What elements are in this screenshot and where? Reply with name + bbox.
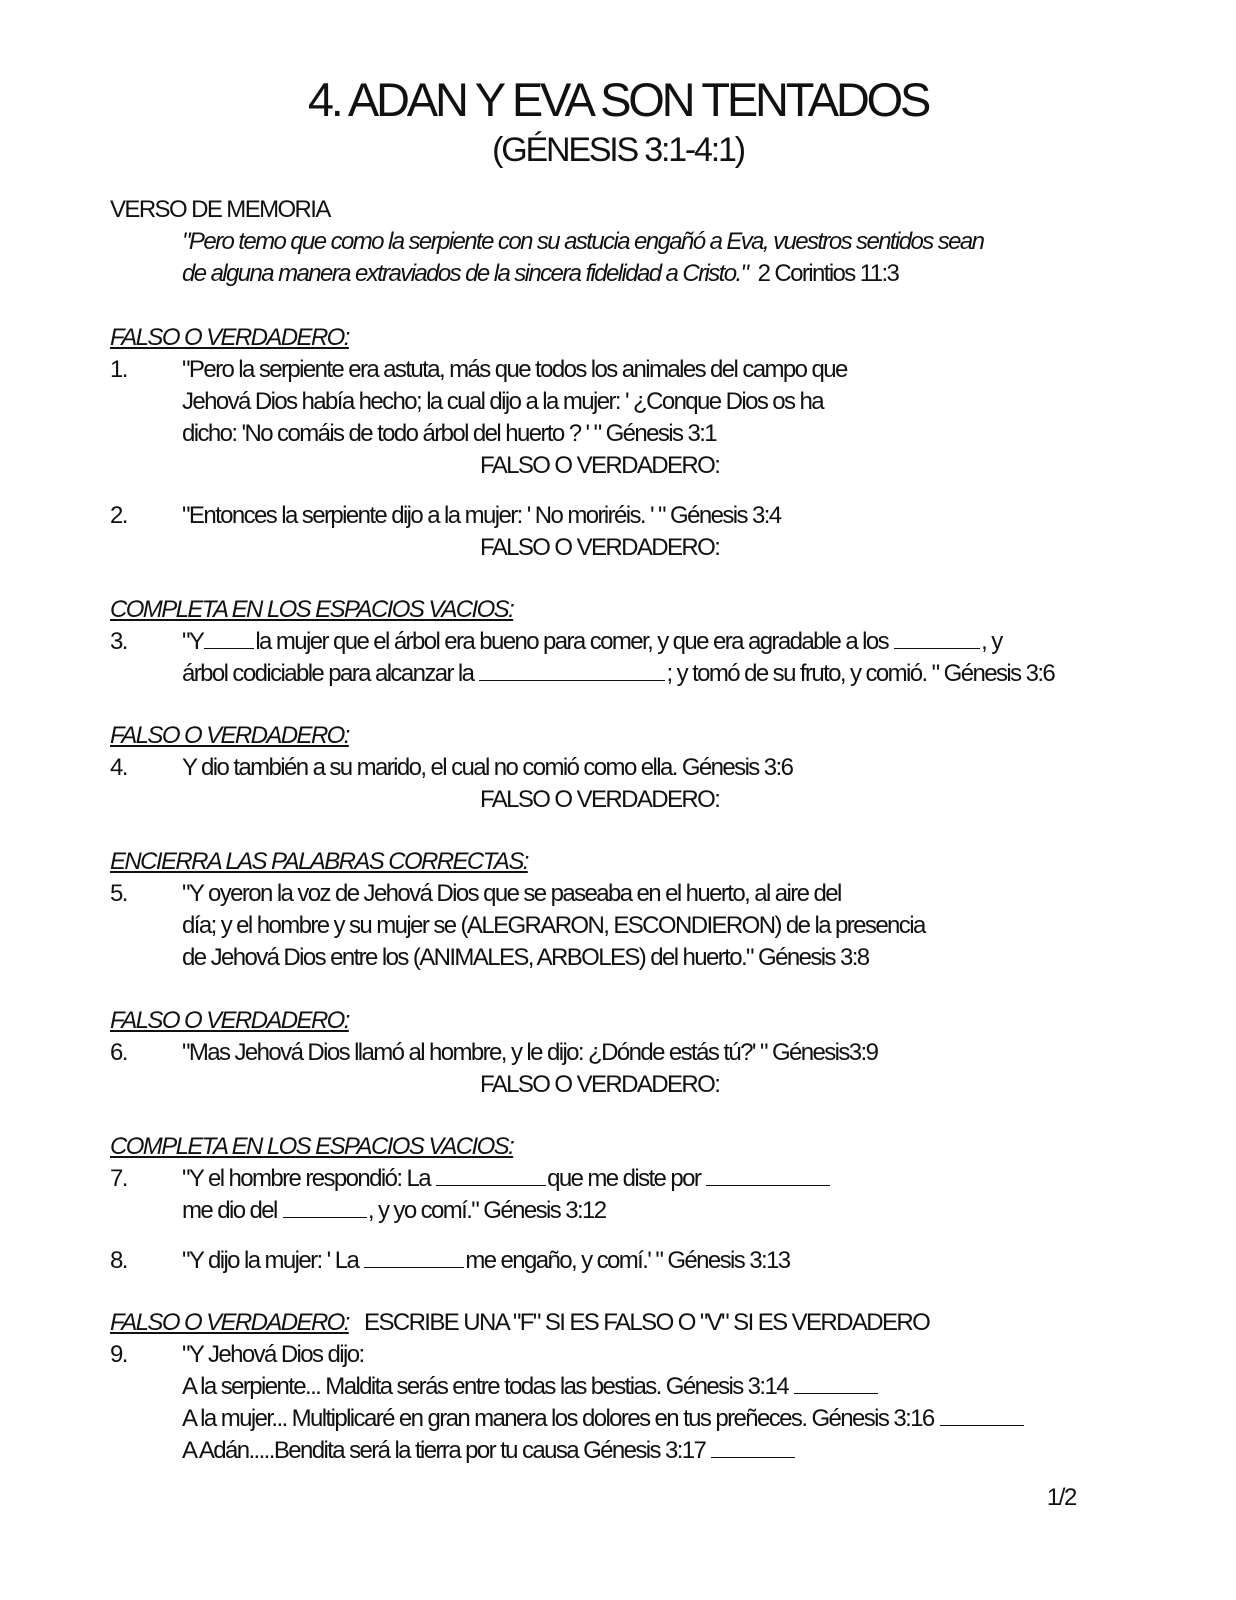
question-6-number: 6. <box>110 1039 127 1066</box>
question-3-line-2 <box>182 658 1054 690</box>
section-heading-true-false-2: FALSO O VERDADERO: <box>110 722 349 749</box>
q3-blank-2[interactable] <box>894 647 980 649</box>
q3-blank-1[interactable] <box>204 647 254 649</box>
q9-blank-2[interactable] <box>940 1424 1024 1426</box>
question-1-line-2: Jehová Dios había hecho; la cual dijo a la mujer: ' ¿Conque Dios os ha <box>182 388 824 415</box>
memory-verse-line-2 <box>182 258 898 290</box>
question-9-line-4 <box>182 1435 796 1467</box>
q8-text-b: me engaño, y comí.' " Génesis 3:13 <box>465 1247 790 1274</box>
section-heading-true-false-4 <box>110 1307 929 1339</box>
q9-text-serpent: A la serpiente... Maldita serás entre todas las bestias. Génesis 3:14 <box>182 1373 788 1400</box>
question-1-line-3: dicho: 'No comáis de todo árbol del huerto ? ' " Génesis 3:1 <box>182 420 717 447</box>
q9-blank-1[interactable] <box>794 1392 878 1394</box>
question-3-number: 3. <box>110 628 127 655</box>
question-5-line-1: "Y oyeron la voz de Jehová Dios que se paseaba en el huerto, al aire del <box>182 880 841 907</box>
q3-text-b: la mujer que el árbol era bueno para comer, y que era agradable a los <box>255 628 889 655</box>
q3-text-e: ; y tomó de su fruto, y comió. " Génesis 3:6 <box>666 660 1055 687</box>
section-heading-true-false-3: FALSO O VERDADERO: <box>110 1007 349 1034</box>
q7-blank-3[interactable] <box>283 1216 367 1218</box>
q7-blank-1[interactable] <box>436 1184 546 1186</box>
q7-text-a: "Y el hombre respondió: La <box>182 1165 430 1192</box>
question-5-line-3: de Jehová Dios entre los (ANIMALES, ARBOLES) del huerto." Génesis 3:8 <box>182 944 869 971</box>
question-1-number: 1. <box>110 356 127 383</box>
question-6-answer-label: FALSO O VERDADERO: <box>480 1071 720 1098</box>
question-9-line-2 <box>182 1371 879 1403</box>
question-7-line-2 <box>182 1195 606 1227</box>
question-4-answer-label: FALSO O VERDADERO: <box>480 786 720 813</box>
question-9-line-3 <box>182 1403 1025 1435</box>
q7-blank-2[interactable] <box>706 1184 830 1186</box>
q8-blank-1[interactable] <box>364 1266 464 1268</box>
question-7-line-1 <box>182 1163 831 1195</box>
question-2-line-1: "Entonces la serpiente dijo a la mujer: ' No moriréis. ' " Génesis 3:4 <box>182 502 781 529</box>
question-4-number: 4. <box>110 754 127 781</box>
section-heading-true-false: FALSO O VERDADERO: <box>110 324 349 351</box>
question-2-number: 2. <box>110 502 127 529</box>
question-8-number: 8. <box>110 1247 127 1274</box>
question-9-number: 9. <box>110 1341 127 1368</box>
q7-text-b: que me diste por <box>547 1165 701 1192</box>
q3-text-a: "Y <box>182 628 204 655</box>
question-5-number: 5. <box>110 880 127 907</box>
section-heading-complete-1: COMPLETA EN LOS ESPACIOS VACIOS: <box>110 596 514 623</box>
question-4-line-1: Y dio también a su marido, el cual no comió como ella. Génesis 3:6 <box>182 754 793 781</box>
q3-text-c: , y <box>981 628 1002 655</box>
page-title: 4. ADAN Y EVA SON TENTADOS <box>307 73 929 126</box>
memory-verse-quote-end: de alguna manera extraviados de la sincera fidelidad a Cristo." <box>182 260 748 287</box>
page-subtitle: (GÉNESIS 3:1-4:1) <box>492 131 744 169</box>
question-7-number: 7. <box>110 1165 127 1192</box>
question-5-line-2: día; y el hombre y su mujer se (ALEGRARON, ESCONDIERON) de la presencia <box>182 912 925 939</box>
memory-verse-reference: 2 Corintios 11:3 <box>757 260 899 287</box>
question-8-line-1 <box>182 1245 790 1277</box>
q9-instruction: ESCRIBE UNA "F" SI ES FALSO O "V" SI ES VERDADERO <box>364 1309 930 1336</box>
question-1-answer-label: FALSO O VERDADERO: <box>480 452 720 479</box>
section-heading-circle: ENCIERRA LAS PALABRAS CORRECTAS: <box>110 848 528 875</box>
page-number: 1/2 <box>1046 1484 1076 1511</box>
question-1-line-1: "Pero la serpiente era astuta, más que todos los animales del campo que <box>182 356 847 383</box>
q9-blank-3[interactable] <box>711 1456 795 1458</box>
q9-text-woman: A la mujer... Multiplicaré en gran manera los dolores en tus preñeces. Génesis 3:16 <box>182 1405 934 1432</box>
q9-heading: FALSO O VERDADERO: <box>110 1309 349 1336</box>
question-2-answer-label: FALSO O VERDADERO: <box>480 534 720 561</box>
section-heading-complete-2: COMPLETA EN LOS ESPACIOS VACIOS: <box>110 1133 514 1160</box>
q7-text-d: , y yo comí." Génesis 3:12 <box>367 1197 606 1224</box>
q8-text-a: "Y dijo la mujer: ' La <box>182 1247 359 1274</box>
memory-verse-line-1: "Pero temo que como la serpiente con su astucia engañó a Eva, vuestros sentidos sean <box>182 228 984 255</box>
memory-verse-heading: VERSO DE MEMORIA <box>110 196 330 223</box>
question-3-line-1 <box>182 626 1002 658</box>
question-6-line-1: "Mas Jehová Dios llamó al hombre, y le dijo: ¿Dónde estás tú?' " Génesis3:9 <box>182 1039 878 1066</box>
q3-text-d: árbol codiciable para alcanzar la <box>182 660 474 687</box>
q3-blank-3[interactable] <box>479 679 665 681</box>
q7-text-c: me dio del <box>182 1197 277 1224</box>
q9-text-adam: A Adán.....Bendita será la tierra por tu causa Génesis 3:17 <box>182 1437 706 1464</box>
question-9-line-1: "Y Jehová Dios dijo: <box>182 1341 364 1368</box>
